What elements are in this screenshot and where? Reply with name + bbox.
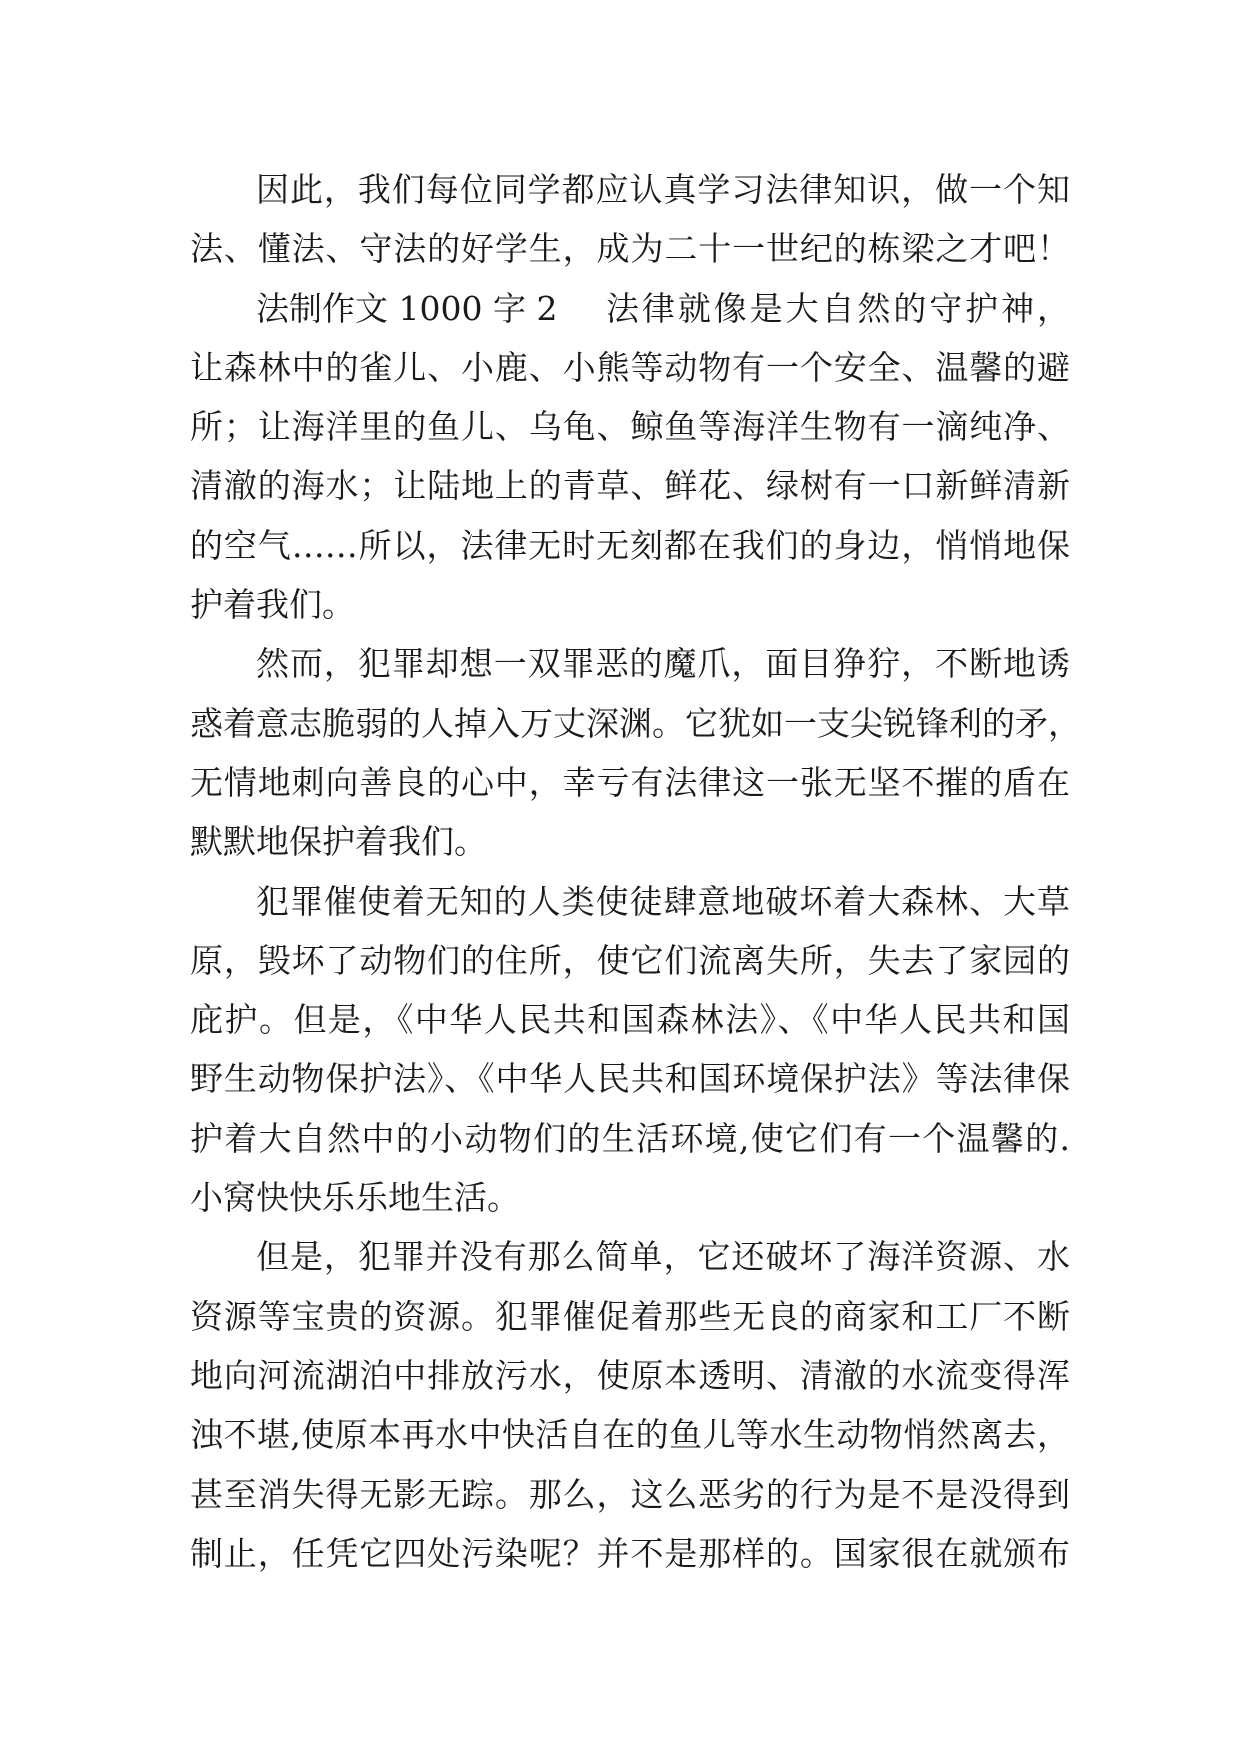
- text-line: 然而，犯罪却想一双罪恶的魔爪，面目狰狞，不断地诱: [256, 644, 1070, 684]
- text-line: 默默地保护着我们。: [190, 822, 487, 862]
- text-line: 的空气……所以，法律无时无刻都在我们的身边，悄悄地保: [190, 525, 1070, 565]
- text-line: 惑着意志脆弱的人掉入万丈深渊。它犹如一支尖锐锋利的矛，: [190, 703, 1081, 743]
- text-line: 原，毁坏了动物们的住所，使它们流离失所，失去了家园的: [190, 940, 1070, 980]
- text-line: 无情地刺向善良的心中，幸亏有法律这一张无坚不摧的盾在: [190, 762, 1070, 802]
- text-line: 地向河流湖泊中排放污水，使原本透明、清澈的水流变得浑: [190, 1355, 1070, 1395]
- essay-title: 法制作文 1000 字 2: [256, 288, 558, 328]
- text-line: 甚至消失得无影无踪。那么，这么恶劣的行为是不是没得到: [190, 1474, 1070, 1514]
- text-line: 庇护。但是，《中华人民共和国森林法》、《中华人民共和国: [190, 1000, 1070, 1040]
- text-line: 资源等宝贵的资源。犯罪催促着那些无良的商家和工厂不断: [190, 1296, 1070, 1336]
- essay-body: [190, 160, 1081, 1583]
- text-line: 护着我们。: [190, 585, 355, 625]
- text-line: 护着大自然中的小动物们的生活环境,使它们有一个温馨的.: [190, 1118, 1070, 1158]
- text-line: 法、懂法、守法的好学生，成为二十一世纪的栋梁之才吧！: [190, 229, 1070, 269]
- text-line: 小窝快快乐乐地生活。: [190, 1178, 520, 1218]
- essay-heading-line: [190, 279, 1070, 338]
- text-line: 因此，我们每位同学都应认真学习法律知识，做一个知: [256, 170, 1070, 209]
- text-line: 所；让海洋里的鱼儿、乌龟、鲸鱼等海洋生物有一滴纯净、: [190, 407, 1070, 447]
- text-line: 让森林中的雀儿、小鹿、小熊等动物有一个安全、温馨的避: [190, 347, 1070, 387]
- text-line: 制止，任凭它四处污染呢？并不是那样的。国家很在就颁布: [190, 1533, 1070, 1573]
- text-line: 犯罪催使着无知的人类使徒肆意地破坏着大森林、大草: [256, 881, 1070, 921]
- text-line: 浊不堪,使原本再水中快活自在的鱼儿等水生动物悄然离去，: [190, 1415, 1070, 1455]
- text-line: 但是，犯罪并没有那么简单，它还破坏了海洋资源、水: [256, 1237, 1070, 1277]
- text-line: 清澈的海水；让陆地上的青草、鲜花、绿树有一口新鲜清新: [190, 466, 1070, 506]
- text-line: 野生动物保护法》、《中华人民共和国环境保护法》等法律保: [190, 1059, 1070, 1099]
- text-line: 法律就像是大自然的守护神，: [606, 288, 1070, 328]
